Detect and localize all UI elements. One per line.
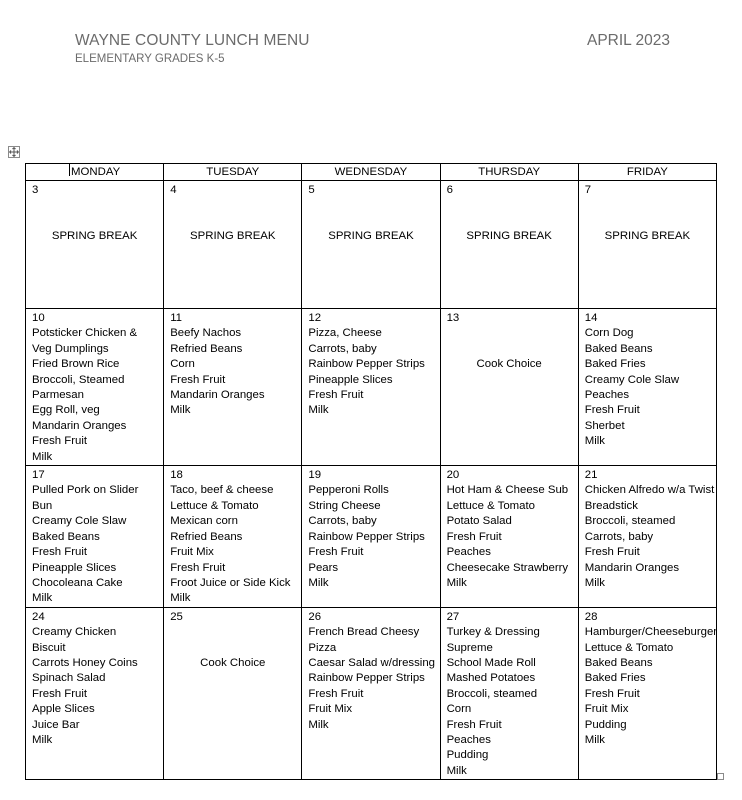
spring-break-note: SPRING BREAK: [466, 230, 552, 243]
menu-item: Lettuce & Tomato: [584, 641, 674, 654]
menu-item: Pulled Pork on Slider: [32, 484, 139, 497]
menu-item: Spinach Salad: [32, 672, 106, 685]
day-number: 17: [32, 469, 45, 482]
menu-item: French Bread Cheesy: [308, 626, 420, 639]
day-cell[interactable]: [26, 309, 164, 466]
day-number: 26: [308, 610, 322, 623]
day-cell[interactable]: [302, 466, 440, 608]
menu-item: Milk: [308, 576, 329, 589]
menu-item: Milk: [446, 576, 467, 589]
day-cell[interactable]: [440, 309, 578, 466]
menu-item: Carrots, baby: [584, 530, 654, 543]
menu-item: Mandarin Oranges: [32, 419, 127, 432]
menu-item: Fresh Fruit: [308, 687, 364, 700]
menu-item: Bun: [32, 499, 53, 512]
menu-item: Taco, beef & cheese: [170, 484, 274, 497]
spring-break-note: SPRING BREAK: [604, 230, 691, 243]
menu-item: Milk: [308, 718, 329, 731]
menu-item: Fruit Mix: [584, 703, 629, 716]
menu-item: Potsticker Chicken &: [32, 327, 138, 340]
menu-item: Baked Beans: [32, 530, 100, 543]
menu-item: Mandarin Oranges: [170, 389, 265, 402]
header-tuesday[interactable]: TUESDAY: [164, 164, 302, 181]
menu-item: Pudding: [584, 718, 627, 731]
menu-item: Potato Salad: [446, 515, 512, 528]
day-cell[interactable]: [26, 181, 164, 309]
menu-item: Froot Juice or Side Kick: [170, 576, 291, 589]
menu-item: Fresh Fruit: [32, 687, 88, 700]
menu-item: Egg Roll, veg: [32, 404, 100, 417]
menu-item: Baked Beans: [584, 656, 653, 669]
spring-break-note: SPRING BREAK: [328, 230, 414, 243]
menu-item: Hamburger/Cheeseburger: [584, 626, 718, 639]
day-cell[interactable]: [440, 181, 578, 309]
day-number: 14: [584, 312, 598, 324]
menu-item: Broccoli, Steamed: [32, 373, 125, 386]
day-cell[interactable]: [578, 181, 716, 309]
menu-item: Caesar Salad w/dressing: [308, 656, 436, 669]
day-number: 25: [170, 610, 183, 623]
menu-item: Corn: [170, 358, 195, 371]
menu-item: Milk: [170, 404, 191, 417]
menu-item: Lettuce & Tomato: [446, 499, 536, 512]
menu-item: Beefy Nachos: [170, 327, 242, 340]
day-number: 21: [584, 469, 598, 482]
menu-item: Parmesan: [32, 389, 84, 402]
menu-item: Pepperoni Rolls: [308, 484, 389, 497]
menu-item: Rainbow Pepper Strips: [308, 672, 425, 685]
day-cell[interactable]: [578, 607, 716, 779]
lunch-menu-table: [25, 163, 717, 780]
table-resize-handle[interactable]: [717, 773, 724, 780]
day-number: 12: [308, 312, 322, 324]
menu-item: Fresh Fruit: [32, 546, 88, 559]
menu-item: Apple Slices: [32, 703, 95, 716]
menu-item: Milk: [32, 733, 53, 746]
day-number: 6: [446, 184, 453, 196]
menu-item: Turkey & Dressing: [446, 626, 540, 639]
menu-item: Fresh Fruit: [308, 546, 364, 559]
header-wednesday[interactable]: WEDNESDAY: [302, 164, 440, 181]
menu-item: Fresh Fruit: [446, 530, 502, 543]
menu-title: WAYNE COUNTY LUNCH MENU: [75, 32, 310, 49]
day-cell[interactable]: [302, 309, 440, 466]
menu-item: Carrots Honey Coins: [32, 656, 138, 669]
menu-item: Milk: [308, 404, 329, 417]
weekday-header-row: [26, 164, 717, 181]
menu-item: Pudding: [446, 749, 489, 762]
text-cursor: [69, 164, 70, 176]
menu-item: String Cheese: [308, 499, 381, 512]
day-cell[interactable]: [164, 466, 302, 608]
week-row-3: [26, 466, 717, 608]
day-number: 3: [32, 184, 39, 196]
week-row-4: [26, 607, 717, 779]
menu-item: Juice Bar: [32, 718, 80, 731]
menu-item: Broccoli, steamed: [584, 515, 676, 528]
menu-item: Chocoleana Cake: [32, 576, 123, 589]
header-thursday[interactable]: THURSDAY: [440, 164, 578, 181]
cook-choice-note: Cook Choice: [200, 657, 266, 670]
menu-subtitle: ELEMENTARY GRADES K-5: [75, 53, 225, 65]
menu-item: Pears: [308, 561, 339, 574]
day-cell[interactable]: [26, 466, 164, 608]
menu-item: Fruit Mix: [308, 703, 353, 716]
day-number: 28: [584, 610, 598, 623]
menu-item: Fresh Fruit: [32, 435, 88, 448]
table-move-handle-icon[interactable]: [8, 146, 20, 158]
menu-item: Broccoli, steamed: [446, 687, 538, 700]
header-friday[interactable]: FRIDAY: [578, 164, 716, 181]
day-cell[interactable]: [164, 309, 302, 466]
day-cell[interactable]: [302, 607, 440, 779]
menu-item: Rainbow Pepper Strips: [308, 530, 425, 543]
menu-item: Rainbow Pepper Strips: [308, 358, 425, 371]
menu-item: Veg Dumplings: [32, 342, 109, 355]
day-cell[interactable]: [164, 607, 302, 779]
menu-item: Biscuit: [32, 641, 66, 654]
menu-item: Milk: [584, 733, 605, 746]
menu-item: School Made Roll: [446, 656, 536, 669]
week-row-2: [26, 309, 717, 466]
spring-break-note: SPRING BREAK: [51, 230, 138, 243]
menu-item: Lettuce & Tomato: [170, 499, 259, 512]
day-number: 19: [308, 469, 322, 482]
menu-item: Milk: [32, 450, 53, 463]
day-number: 7: [584, 184, 592, 196]
day-number: 5: [308, 184, 315, 196]
menu-item: Milk: [32, 592, 53, 605]
menu-item: Carrots, baby: [308, 515, 377, 528]
menu-item: Hot Ham & Cheese Sub: [446, 484, 569, 497]
day-cell[interactable]: [578, 466, 716, 608]
day-number: 18: [170, 469, 183, 482]
day-number: 4: [170, 184, 177, 196]
header-monday[interactable]: MONDAY: [26, 164, 164, 181]
menu-item: Fruit Mix: [170, 546, 214, 559]
menu-item: Sherbet: [584, 419, 625, 432]
day-cell[interactable]: [578, 309, 716, 466]
menu-item: Fried Brown Rice: [32, 358, 120, 371]
menu-item: Refried Beans: [170, 530, 243, 543]
day-number: 11: [170, 312, 183, 324]
day-cell[interactable]: [302, 181, 440, 309]
menu-item: Mexican corn: [170, 515, 238, 528]
cook-choice-note: Cook Choice: [476, 358, 542, 371]
day-cell[interactable]: [164, 181, 302, 309]
day-number: 24: [32, 610, 45, 623]
spring-break-note: SPRING BREAK: [190, 230, 276, 243]
week-row-1: [26, 181, 717, 309]
day-number: 13: [446, 312, 460, 324]
menu-item: Pizza, Cheese: [308, 327, 382, 340]
menu-item: Chicken Alfredo w/a Twist: [584, 484, 715, 497]
menu-item: Cheesecake Strawberry: [446, 561, 569, 574]
menu-item: Pizza: [308, 641, 337, 654]
menu-item: Milk: [584, 576, 605, 589]
menu-item: Fresh Fruit: [584, 404, 640, 417]
menu-item: Creamy Cole Slaw: [584, 373, 680, 386]
menu-item: Creamy Cole Slaw: [32, 515, 127, 528]
menu-item: Peaches: [584, 389, 630, 402]
menu-item: Mashed Potatoes: [446, 672, 536, 685]
menu-item: Peaches: [446, 733, 491, 746]
day-cell[interactable]: [26, 607, 164, 779]
menu-item: Pineapple Slices: [32, 561, 117, 574]
day-number: 10: [32, 312, 45, 324]
menu-item: Milk: [584, 435, 605, 448]
menu-item: Fresh Fruit: [170, 373, 226, 386]
menu-item: Baked Fries: [584, 358, 646, 371]
menu-item: Carrots, baby: [308, 342, 377, 355]
menu-item: Baked Fries: [584, 672, 646, 685]
menu-item: Refried Beans: [170, 342, 243, 355]
menu-item: Milk: [170, 592, 191, 605]
menu-item: Fresh Fruit: [584, 546, 640, 559]
menu-item: Fresh Fruit: [446, 718, 502, 731]
day-number: 20: [446, 469, 460, 482]
menu-item: Mandarin Oranges: [584, 561, 680, 574]
day-number: 27: [446, 610, 460, 623]
day-cell[interactable]: [440, 607, 578, 779]
menu-item: Corn: [446, 703, 472, 716]
menu-item: Creamy Chicken: [32, 626, 117, 639]
menu-month: APRIL 2023: [587, 32, 671, 49]
menu-item: Baked Beans: [584, 342, 653, 355]
menu-item: Breadstick: [584, 499, 638, 512]
menu-item: Fresh Fruit: [170, 561, 226, 574]
menu-item: Peaches: [446, 546, 491, 559]
menu-item: Fresh Fruit: [308, 389, 364, 402]
day-cell[interactable]: [440, 466, 578, 608]
menu-item: Supreme: [446, 641, 493, 654]
menu-item: Milk: [446, 764, 467, 777]
menu-item: Corn Dog: [584, 327, 634, 340]
menu-item: Fresh Fruit: [584, 687, 640, 700]
menu-item: Pineapple Slices: [308, 373, 393, 386]
